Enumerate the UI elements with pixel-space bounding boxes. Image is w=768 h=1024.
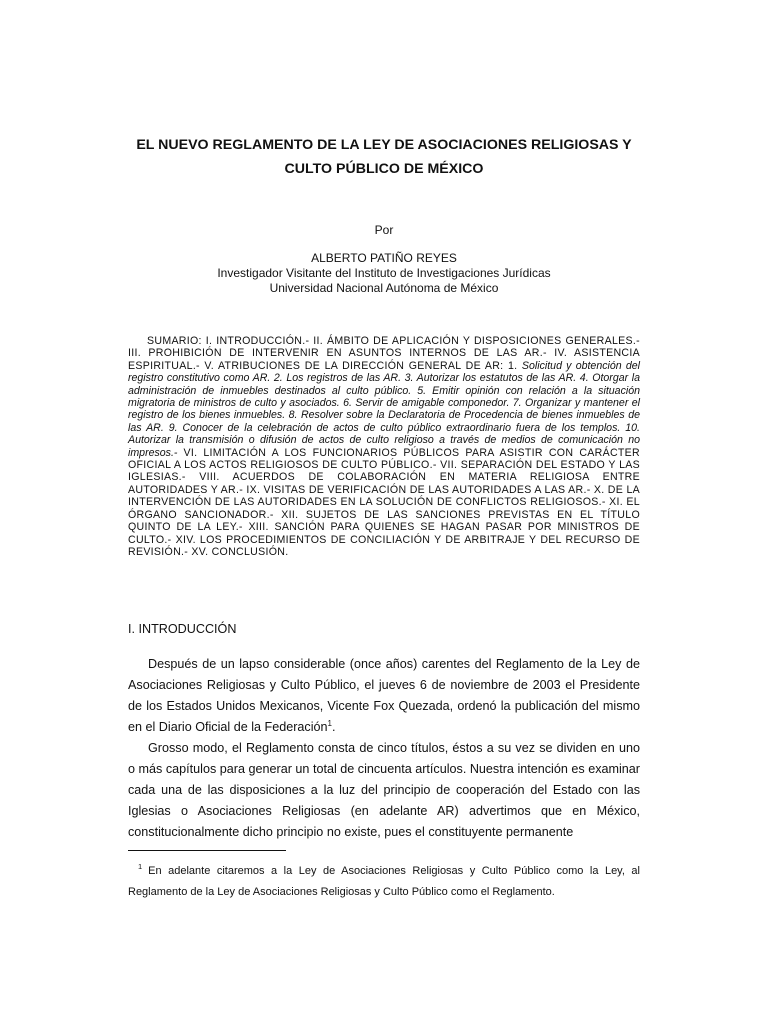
footnote: [128, 861, 640, 903]
summary-part-1: SUMARIO: I. INTRODUCCIÓN.- II. ÁMBITO DE APLICACIÓN Y DISPOSICIONES GENERALES.- III. PROHIBICIÓN DE INTERVENIR EN ASUNTOS INTERNOS DE LAS AR.- IV. ASISTENCIA ESPIRITUAL.- V. ATRIBUCIONES DE LA DIRECCIÓN GENERAL DE AR: 1.: [128, 335, 640, 372]
section-heading: I. INTRODUCCIÓN: [128, 622, 237, 636]
footnote-text: En adelante citaremos a la Ley de Asociaciones Religiosas y Culto Público como la Ley, al Reglamento de la Ley de Asociaciones Religiosas y Culto Público como el Reglamento.: [128, 865, 640, 898]
paragraph-1-end: .: [331, 720, 336, 734]
summary-part-2-italic: Solicitud y obtención del registro constitutivo como AR. 2. Los registros de las AR. 3. Autorizar los estatutos de las AR. 4. Otorgar la administración de inmuebles destinados al culto público. 5. Emitir opinión con relación a la situación migratoria de ministros de culto y asociados. 6. Servir de amigable componedor. 7. Organizar y mantener el registro de los bienes inmuebles. 8. Resolver sobre la Declaratoria de Procedencia de bienes inmuebles de las AR. 9. Conocer de la celebración de actos de culto público extraordinario fuera de los templos. 10. Autorizar la transmisión o difusión de actos de culto religioso a través de medios de comunicación no impresos.-: [128, 359, 640, 459]
paragraph-1: [128, 654, 640, 738]
summary-block: [128, 335, 640, 558]
paragraph-1-text: Después de un lapso considerable (once años) carentes del Reglamento de la Ley de Asociaciones Religiosas y Culto Público, el jueves 6 de noviembre de 2003 el Presidente de los Estados Unidos Mexicanos, Vicente Fox Quezada, ordenó la publicación del mismo en el Diario Oficial de la Federación: [128, 657, 640, 734]
byline: Por: [374, 223, 394, 237]
summary-part-3: VI. LIMITACIÓN A LOS FUNCIONARIOS PÚBLICOS PARA ASISTIR CON CARÁCTER OFICIAL A LOS ACTOS RELIGIOSOS DE CULTO PÚBLICO.- VII. SEPARACIÓN DEL ESTADO Y LAS IGLESIAS.- VIII. ACUERDOS DE COLABORACIÓN EN MATERIA RELIGIOSA ENTRE AUTORIDADES Y AR.- IX. VISITAS DE VERIFICACIÓN DE LAS AUTORIDADES A LAS AR.- X. DE LA INTERVENCIÓN DE LAS AUTORIDADES EN LA SOLUCIÓN DE CONFLICTOS RELIGIOSOS.- XI. EL ÓRGANO SANCIONADOR.- XII. SUJETOS DE LAS SANCIONES PREVISTAS EN EL TÍTULO QUINTO DE LA LEY.- XIII. SANCIÓN PARA QUIENES SE HAGAN PASAR POR MINISTROS DE CULTO.- XIV. LOS PROCEDIMIENTOS DE CONCILIACIÓN Y DE ARBITRAJE Y DEL RECURSO DE REVISIÓN.- XV. CONCLUSIÓN.: [128, 446, 640, 558]
author-affiliation-university: Universidad Nacional Autónoma de México: [269, 281, 499, 295]
document-page: [128, 0, 640, 1024]
footnote-divider: [128, 850, 286, 851]
document-title: [128, 133, 640, 181]
body-text: [128, 654, 640, 843]
paragraph-2: Grosso modo, el Reglamento consta de cinco títulos, éstos a su vez se dividen en uno o más capítulos para generar un total de cincuenta artículos. Nuestra intención es examinar cada una de las disposiciones a la luz del principio de cooperación del Estado con las Iglesias o Asociaciones Religiosas (en adelante AR) advertimos que en México, constitucionalmente dicho principio no existe, pues el constituyente permanente: [128, 741, 640, 839]
title-line-1: EL NUEVO REGLAMENTO DE LA LEY DE ASOCIACIONES RELIGIOSAS Y: [136, 137, 632, 153]
author-affiliation-institute: Investigador Visitante del Instituto de Investigaciones Jurídicas: [217, 266, 551, 280]
footnote-mark: 1: [138, 862, 143, 872]
author-name: ALBERTO PATIÑO REYES: [311, 251, 457, 265]
footnote-reference[interactable]: 1: [327, 718, 332, 728]
title-line-2: CULTO PÚBLICO DE MÉXICO: [284, 161, 484, 177]
